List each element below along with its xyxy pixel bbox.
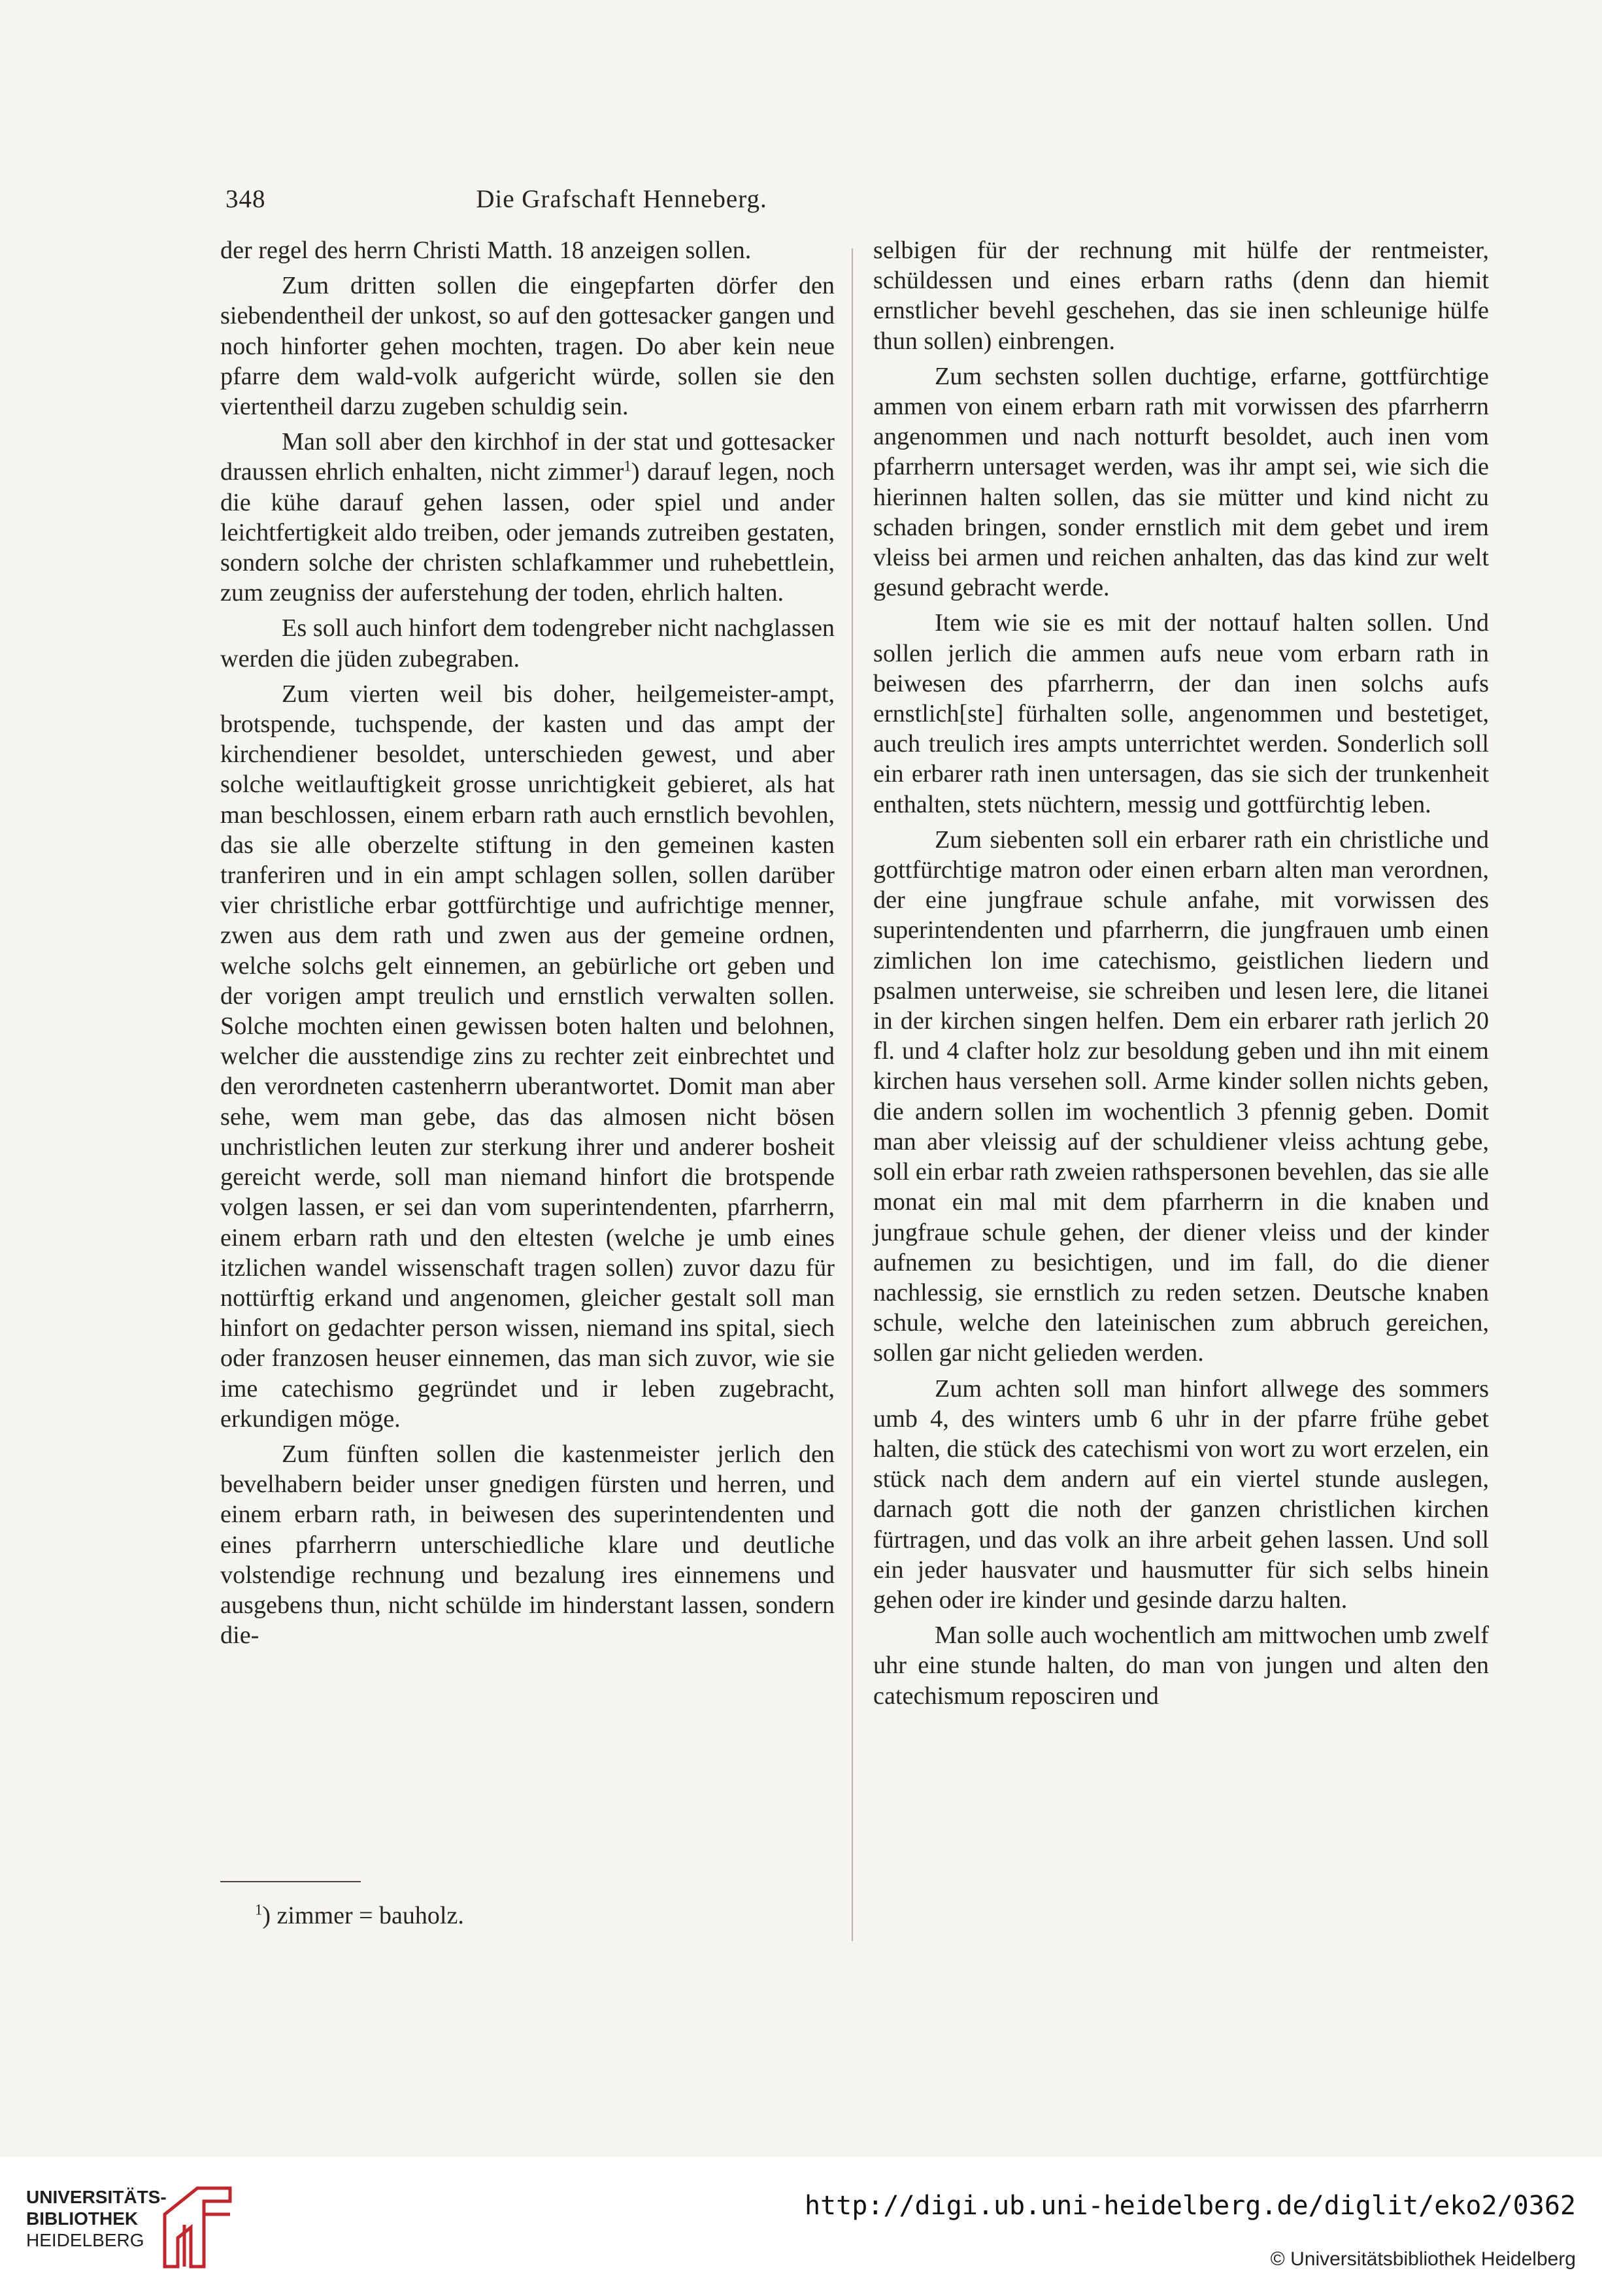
left-paragraph-3 [220, 427, 835, 608]
permalink-url[interactable]: http://digi.ub.uni-heidelberg.de/diglit/eko2/0362 [804, 2191, 1576, 2221]
right-paragraph-3: Item wie sie es mit der nottauf halten sollen. Und sollen jerlich die ammen aufs neue vom erbarn rath in beiwesen des pfarrherrn, der dan inen solchs aufs ernstlich[ste] fürhalten solle, angenommen und bestetiget, auch treulich ires ampts unterrichtet werden. Sonderlich soll ein erbarer rath inen untersagen, das sie sich der trunkenheit enthalten, stets nüchtern, messig und gottfürchtig leben. [873, 609, 1489, 818]
footnote-text: ) zimmer = bauholz. [262, 1902, 464, 1929]
right-paragraph-5: Zum achten soll man hinfort allwege des sommers umb 4, des winters umb 6 uhr in der pfarre frühe gebet halten, die stück des catechismi von wort zu wort erzelen, ein stück nach dem andern auf ein viertel stunde auslegen, darnach gott die noth der ganzen christlichen kirchen fürtragen, und das volk an ihre arbeit gehen lassen. Und soll ein jeder hausvater und hausmutter für sich selbs hinein gehen oder ire kinder und gesinde darzu halten. [873, 1374, 1489, 1614]
left-paragraph-6: Zum fünften sollen die kastenmeister jerlich den bevelhabern beider unser gnedigen fürsten und herren, und einem erbarn rath, in beiwesen des superintendenten und eines pfarrherrn unterschiedliche klare und deutliche volstendige rechnung und bezalung ires einnemens und ausgebens thun, nicht schülde im hinderstant lassen, sondern die- [220, 1440, 835, 1650]
left-paragraph-3-end: ) darauf legen, noch die kühe darauf gehen lassen, oder spiel und ander leichtfertigkeit aldo treiben, oder jemands zutreiben gestaten, sondern solche der christen schlafkammer und ruhebettlein, zum zeugniss der auferstehung der toden, ehrlich halten. [220, 458, 835, 607]
left-paragraph-4: Es soll auch hinfort dem todengreber nicht nachglassen werden die jüden zubegraben. [220, 614, 835, 673]
left-column [220, 235, 835, 1655]
right-paragraph-2: Zum sechsten sollen duchtige, erfarne, gottfürchtige ammen von einem erbarn rath mit vorwissen des pfarrherrn angenommen und nach notturft besoldet, auch inen vom pfarrherrn untersaget werden, was ihr ampt sei, wie sich die hierinnen halten sollen, das sie mütter und kind nicht zu schaden bringen, sonder ernstlich mit dem gebet und irem vleiss bei armen und reichen anhalten, das das kind zur welt gesund gebracht werde. [873, 362, 1489, 602]
library-name-line-2: BIBLIOTHEK [26, 2208, 139, 2229]
right-paragraph-6: Man solle auch wochentlich am mittwochen umb zwelf uhr eine stunde halten, do man von jungen und alten den catechismum reposciren und [873, 1622, 1489, 1710]
left-paragraph-2: Zum dritten sollen die eingepfarten dörfer den siebendentheil der unkost, so auf den gottesacker gangen und noch hinforter gehen mochten, tragen. Do aber kein neue pfarre dem wald-volk aufgericht würde, sollen sie den viertentheil darzu zugeben schuldig sein. [220, 272, 835, 421]
page-header [225, 180, 1018, 220]
left-paragraph-1: der regel des herrn Christi Matth. 18 anzeigen sollen. [220, 237, 752, 264]
right-paragraph-1: selbigen für der rechnung mit hülfe der rentmeister, schüldessen und eines erbarn raths (denn dan hiemit ernstlicher bevehl geschehen, das sie inen schleunige hülfe thun sollen) einbrengen. [873, 237, 1489, 355]
running-title: Die Grafschaft Henneberg. [476, 185, 767, 213]
library-logo-text[interactable] [26, 2186, 167, 2251]
footnote [255, 1901, 464, 1931]
library-logo-icon [158, 2175, 237, 2273]
right-paragraph-4: Zum siebenten soll ein erbarer rath ein christliche und gottfürchtige matron oder einen erbarn alten man verordnen, der eine jungfraue schule anfahe, mit vorwissen des superintendenten und pfarrherrn, die jungfrauen umb einen zimlichen lon ime catechismo, geistlichen liedern und psalmen unterweise, sie schreiben und lesen lere, die litanei in der kirchen singen helfen. Dem ein erbarer rath jerlich 20 fl. und 4 clafter holz zur besoldung geben und ihn mit einem kirchen haus versehen soll. Arme kinder sollen nichts geben, die andern sollen im wochentlich 3 pfennig geben. Domit man aber vleissig auf der schuldiener vleiss achtung gebe, soll ein erbar rath zweien rathspersonen bevehlen, das sie alle monat ein mal mit dem pfarrherrn in die knaben und jungfraue schule gehen, der diener vleiss und der kinder aufnemen zu besichtigen, und im fall, do die diener nachlessig, sie ernstlich zu reden setzen. Deutsche knaben schule, welche den lateinischen zum abbruch gereichen, sollen gar nicht gelieden werden. [873, 825, 1489, 1367]
column-divider [852, 248, 853, 1941]
left-paragraph-3-start: Man soll aber den kirchhof in der stat und gottesacker draussen ehrlich enhalten, nicht zimmer [220, 428, 835, 486]
footnote-reference[interactable]: 1 [624, 458, 631, 474]
footnote-rule [220, 1881, 361, 1882]
left-paragraph-5: Zum vierten weil bis doher, heilgemeister-ampt, brotspende, tuchspende, der kasten und das ampt der kirchendiener besoldet, unterschieden gewest, und aber solche weitlauftigkeit grosse unrichtigkeit gebieret, als hat man beschlossen, einem erbarn rath auch ernstlich bevohlen, das sie alle oberzelte stiftung in den gemeinen kasten tranferiren und in ein ampt schlagen sollen, sollen darüber vier christliche erbar gottfürchtige und aufrichtige menner, zwen aus dem rath und zwen aus der gemeine ordnen, welche solchs gelt einnemen, an gebürliche ort geben und der vorigen ampt treulich und ernstlich verwalten sollen. Solche mochten einen gewissen boten halten und belohnen, welcher die ausstendige zins zu rechter zeit einbrechtet und den verordneten castenherrn uberantwortet. Domit man aber sehe, wem man gebe, das das almosen nicht bösen unchristlichen leuten zur sterkung ihrer und anderer bosheit gereicht werde, soll man niemand hinfort die brotspende volgen lassen, er sei dan vom superintendenten, pfarrherrn, einem erbarn rath und den eltesten (welche je umb eines itzlichen wandel wissenschaft tragen sollen) zuvor dazu für nottürftig erkand und angenomen, gleicher gestalt soll man hinfort on gedachter person wissen, niemand ins spital, siech oder franzosen heuser einnemen, das man sich zuvor, wie sie ime catechismo gegründet und ir leben zugebracht, erkundigen möge. [220, 680, 835, 1433]
library-name-line-1: UNIVERSITÄTS- [26, 2187, 167, 2207]
footer-bar [0, 2157, 1602, 2296]
footnote-mark: 1 [255, 1901, 263, 1918]
copyright-notice: © Universitätsbibliothek Heidelberg [1270, 2248, 1576, 2270]
library-name-line-3: HEIDELBERG [26, 2230, 144, 2250]
right-column [873, 235, 1489, 1716]
page-number: 348 [225, 185, 266, 213]
